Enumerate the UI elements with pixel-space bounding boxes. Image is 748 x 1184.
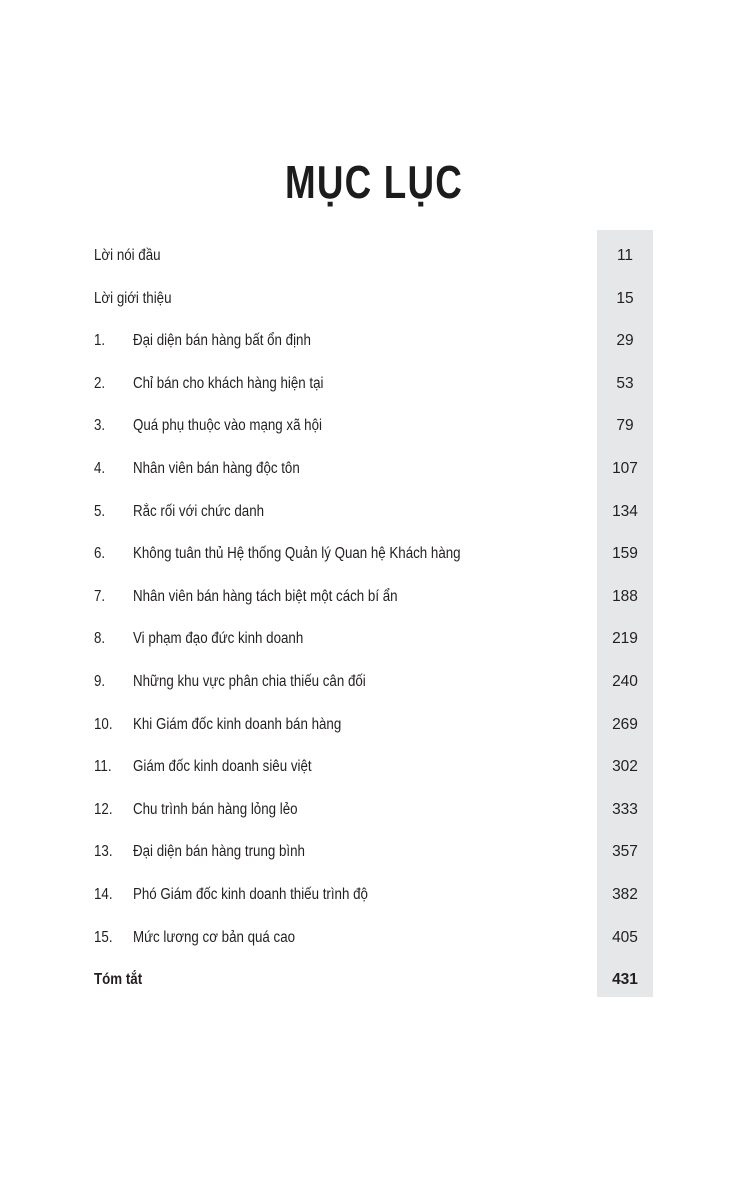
toc-entry-row[interactable] xyxy=(0,502,748,545)
toc-entry-title: Nhân viên bán hàng tách biệt một cách bí ẩn xyxy=(133,587,398,605)
toc-entry-number: 5. xyxy=(94,502,106,520)
toc-entry-row[interactable] xyxy=(0,587,748,630)
toc-entry-page-number: 159 xyxy=(612,545,638,563)
toc-entry-title: Chu trình bán hàng lỏng lẻo xyxy=(133,800,298,818)
toc-entry-title: Giám đốc kinh doanh siêu việt xyxy=(133,758,312,776)
toc-entry-row[interactable] xyxy=(0,970,748,1013)
toc-entry-row[interactable] xyxy=(0,416,748,459)
toc-entry-number: 2. xyxy=(94,374,106,392)
toc-entry-number: 7. xyxy=(94,587,106,605)
toc-entry-page-number: 29 xyxy=(616,332,634,350)
toc-entry-number: 14. xyxy=(94,886,113,903)
toc-entry-row[interactable] xyxy=(0,374,748,417)
toc-entry-page-number: 219 xyxy=(612,630,638,648)
toc-entry-title: Phó Giám đốc kinh doanh thiếu trình độ xyxy=(133,886,368,903)
toc-entry-page-number: 240 xyxy=(612,673,638,690)
toc-entry-row[interactable] xyxy=(0,757,748,800)
toc-entry-row[interactable] xyxy=(0,672,748,715)
toc-entry-page-number: 79 xyxy=(616,417,634,435)
toc-entry-row[interactable] xyxy=(0,331,748,374)
toc-entry-number: 3. xyxy=(94,417,106,435)
toc-entry-title: Không tuân thủ Hệ thống Quản lý Quan hệ Khách hàng xyxy=(133,545,461,563)
toc-entry-row[interactable] xyxy=(0,715,748,758)
toc-entry-page-number: 188 xyxy=(612,587,638,605)
toc-entry-page-number: 333 xyxy=(612,800,638,818)
toc-entry-page-number: 405 xyxy=(612,928,638,946)
toc-entry-title: Những khu vực phân chia thiếu cân đối xyxy=(133,673,366,690)
toc-entry-page-number: 53 xyxy=(616,374,634,392)
toc-entry-page-number: 302 xyxy=(612,758,638,776)
toc-entry-page-number: 11 xyxy=(616,247,634,264)
toc-entry-row[interactable] xyxy=(0,928,748,971)
toc-entry-number: 8. xyxy=(94,630,106,648)
toc-entry-row[interactable] xyxy=(0,289,748,332)
toc-entry-title: Đại diện bán hàng bất ổn định xyxy=(133,332,311,350)
toc-entry-page-number: 134 xyxy=(612,502,638,520)
toc-entry-row[interactable] xyxy=(0,800,748,843)
toc-entry-page-number: 269 xyxy=(612,715,638,733)
toc-entry-number: 4. xyxy=(94,460,106,477)
toc-entry-page-number: 357 xyxy=(612,843,638,861)
toc-entry-title: Tóm tắt xyxy=(94,971,143,989)
toc-entry-title: Rắc rối với chức danh xyxy=(133,502,265,520)
toc-entry-title: Mức lương cơ bản quá cao xyxy=(133,928,296,946)
toc-entry-title: Quá phụ thuộc vào mạng xã hội xyxy=(133,417,322,435)
toc-entry-number: 10. xyxy=(94,715,113,733)
toc-entry-row[interactable] xyxy=(0,885,748,928)
toc-entry-row[interactable] xyxy=(0,842,748,885)
toc-entry-number: 6. xyxy=(94,545,106,563)
toc-entry-title: Nhân viên bán hàng độc tôn xyxy=(133,460,300,477)
toc-entry-row[interactable] xyxy=(0,246,748,289)
toc-entry-number: 13. xyxy=(94,843,113,861)
toc-entry-page-number: 382 xyxy=(612,886,638,903)
toc-entry-title: Lời nói đầu xyxy=(94,247,161,264)
toc-entry-row[interactable] xyxy=(0,544,748,587)
toc-entry-page-number: 107 xyxy=(612,460,638,477)
toc-entry-page-number: 431 xyxy=(612,971,638,989)
toc-entry-title: Đại diện bán hàng trung bình xyxy=(133,843,305,861)
toc-entry-row[interactable] xyxy=(0,629,748,672)
toc-entry-number: 12. xyxy=(94,800,113,818)
toc-entry-number: 9. xyxy=(94,673,106,690)
toc-entry-title: Vi phạm đạo đức kinh doanh xyxy=(133,630,304,648)
toc-entry-row[interactable] xyxy=(0,459,748,502)
toc-entry-number: 11. xyxy=(94,758,112,776)
toc-entry-number: 15. xyxy=(94,928,113,946)
toc-entry-number: 1. xyxy=(94,332,106,350)
toc-entry-title: Chỉ bán cho khách hàng hiện tại xyxy=(133,374,324,392)
toc-entry-page-number: 15 xyxy=(616,289,634,307)
toc-entry-title: Khi Giám đốc kinh doanh bán hàng xyxy=(133,715,342,733)
toc-entry-title: Lời giới thiệu xyxy=(94,289,172,307)
page-title: MỤC LỤC xyxy=(284,155,464,208)
